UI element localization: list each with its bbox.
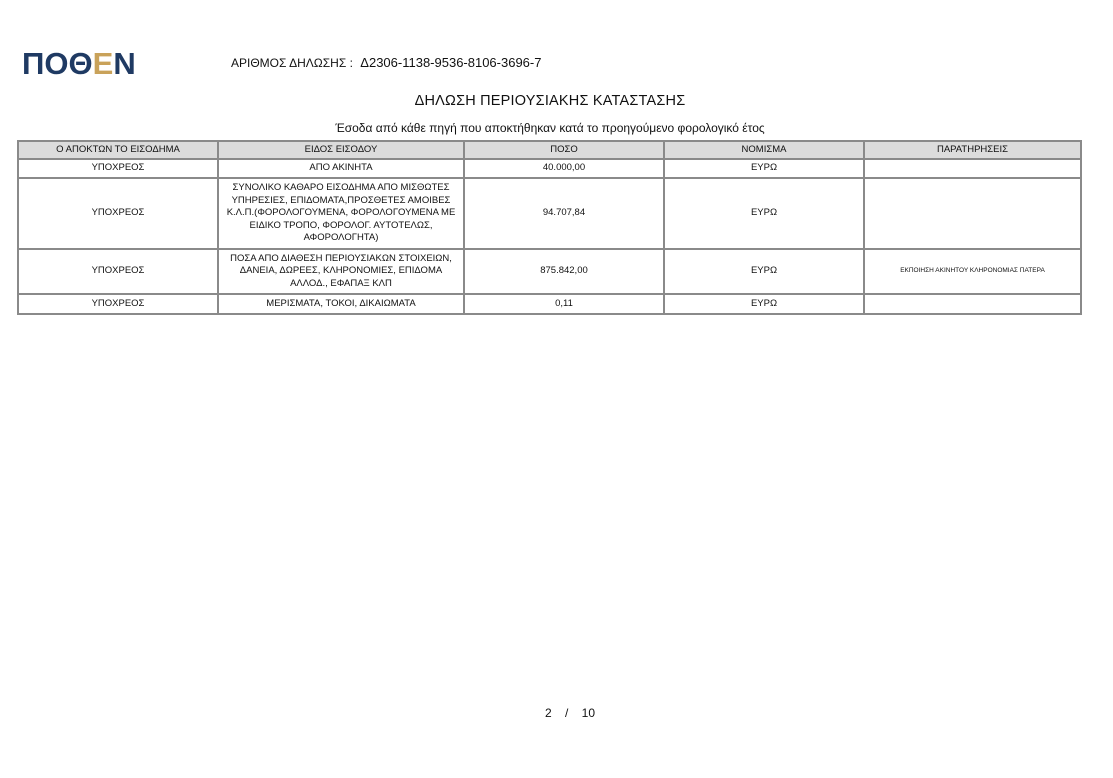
income-type-cell: ΣΥΝΟΛΙΚΟ ΚΑΘΑΡΟ ΕΙΣΟΔΗΜΑ ΑΠΟ ΜΙΣΘΩΤΕΣ ΥΠΗΡΕΣΙΕΣ, ΕΠΙΔΟΜΑΤΑ,ΠΡΟΣΘΕΤΕΣ ΑΜΟΙΒΕΣ Κ.Λ.Π.(ΦΟΡΟΛΟΓΟΥΜΕΝΑ, ΦΟΡΟΛΟΓΟΥΜΕΝΑ ΜΕ ΕΙΔΙΚΟ ΤΡΟΠΟ, ΦΟΡΟΛΟΓ. ΑΥΤΟΤΕΛΩΣ, ΑΦΟΡΟΛΟΓΗΤΑ) <box>218 178 464 249</box>
total-pages: 10 <box>581 706 596 720</box>
column-header-income-type: ΕΙΔΟΣ ΕΙΣΟΔΟΥ <box>218 141 464 159</box>
income-type-cell: ΑΠΟ ΑΚΙΝΗΤΑ <box>218 159 464 178</box>
logo-text-start: ΠΟΘ <box>22 46 93 81</box>
currency-cell: ΕΥΡΩ <box>664 249 864 294</box>
table-row <box>18 159 1081 178</box>
amount-cell: 40.000,00 <box>464 159 664 178</box>
declaration-number: Δ2306-1138-9536-8106-3696-7 <box>360 55 542 70</box>
declaration-label: ΑΡΙΘΜΟΣ ΔΗΛΩΣΗΣ : <box>231 56 353 70</box>
table-header-row <box>18 141 1081 159</box>
notes-cell <box>864 159 1081 178</box>
page-title: ΔΗΛΩΣΗ ΠΕΡΙΟΥΣΙΑΚΗΣ ΚΑΤΑΣΤΑΣΗΣ <box>414 93 686 109</box>
currency-cell: ΕΥΡΩ <box>664 159 864 178</box>
income-type-cell: ΜΕΡΙΣΜΑΤΑ, ΤΟΚΟΙ, ΔΙΚΑΙΩΜΑΤΑ <box>218 294 464 314</box>
income-table <box>17 140 1082 315</box>
table-row <box>18 178 1081 249</box>
page-subtitle: Έσοδα από κάθε πηγή που αποκτήθηκαν κατά το προηγούμενο φορολογικό έτος <box>335 121 765 135</box>
amount-cell: 94.707,84 <box>464 178 664 249</box>
holder-cell: ΥΠΟΧΡΕΟΣ <box>18 294 218 314</box>
holder-cell: ΥΠΟΧΡΕΟΣ <box>18 249 218 294</box>
logo-text-accent: Ε <box>92 46 114 81</box>
pothen-logo <box>22 46 136 82</box>
currency-cell: ΕΥΡΩ <box>664 294 864 314</box>
holder-cell: ΥΠΟΧΡΕΟΣ <box>18 178 218 249</box>
holder-cell: ΥΠΟΧΡΕΟΣ <box>18 159 218 178</box>
notes-cell: ΕΚΠΟΙΗΣΗ ΑΚΙΝΗΤΟΥ ΚΛΗΡΟΝΟΜΙΑΣ ΠΑΤΕΡΑ <box>864 249 1081 294</box>
current-page: 2 <box>544 706 552 720</box>
column-header-holder: Ο ΑΠΟΚΤΩΝ ΤΟ ΕΙΣΟΔΗΜΑ <box>18 141 218 159</box>
table-row <box>18 294 1081 314</box>
notes-cell <box>864 294 1081 314</box>
table-row <box>18 249 1081 294</box>
column-header-notes: ΠΑΡΑΤΗΡΗΣΕΙΣ <box>864 141 1081 159</box>
amount-cell: 0,11 <box>464 294 664 314</box>
page-separator: / <box>564 706 569 720</box>
page-indicator <box>0 706 1113 720</box>
income-type-cell: ΠΟΣΑ ΑΠΟ ΔΙΑΘΕΣΗ ΠΕΡΙΟΥΣΙΑΚΩΝ ΣΤΟΙΧΕΙΩΝ, ΔΑΝΕΙΑ, ΔΩΡΕΕΣ, ΚΛΗΡΟΝΟΜΙΕΣ, ΕΠΙΔΟΜΑ ΑΛΛΟΔ., ΕΦΑΠΑΞ ΚΛΠ <box>218 249 464 294</box>
declaration-number-line <box>231 55 541 71</box>
amount-cell: 875.842,00 <box>464 249 664 294</box>
notes-cell <box>864 178 1081 249</box>
logo-text-end: Ν <box>113 46 136 81</box>
column-header-amount: ΠΟΣΟ <box>464 141 664 159</box>
currency-cell: ΕΥΡΩ <box>664 178 864 249</box>
column-header-currency: ΝΟΜΙΣΜΑ <box>664 141 864 159</box>
